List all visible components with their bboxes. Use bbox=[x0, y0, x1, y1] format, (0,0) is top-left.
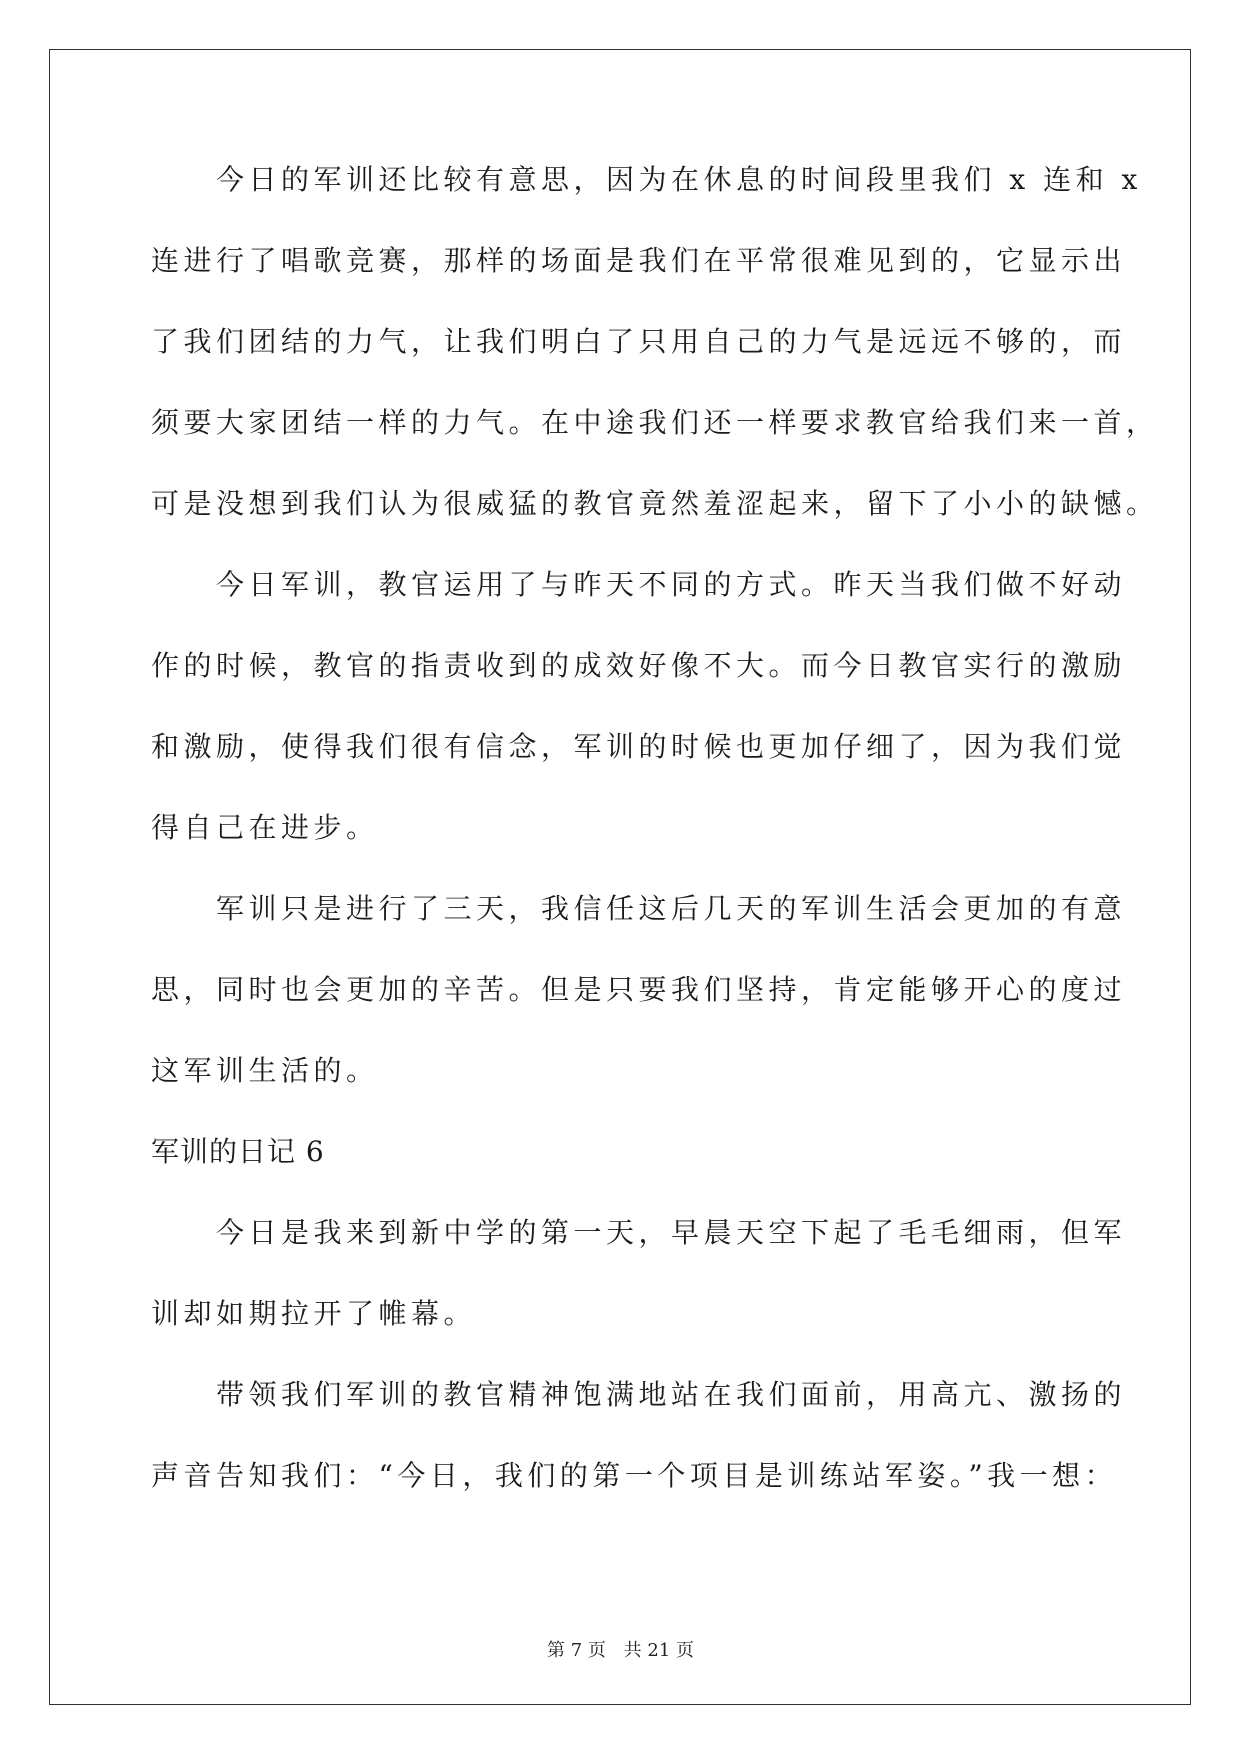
text-line: 作的时候，教官的指责收到的成效好像不大。而今日教官实行的激励 bbox=[151, 649, 1127, 682]
page-footer bbox=[0, 1636, 1241, 1662]
text-line: 了我们团结的力气，让我们明白了只用自己的力气是远远不够的，而 bbox=[151, 325, 1127, 358]
text-line: 声音告知我们：“今日，我们的第一个项目是训练站军姿。”我一想： bbox=[151, 1459, 1118, 1492]
text-line: 今日的军训还比较有意思，因为在休息的时间段里我们 x 连和 x bbox=[151, 163, 1142, 196]
text-line: 须要大家团结一样的力气。在中途我们还一样要求教官给我们来一首， bbox=[151, 406, 1159, 439]
text-line: 这军训生活的。 bbox=[151, 1054, 379, 1087]
page-number: 第 7 页 bbox=[547, 1640, 606, 1661]
total-pages: 共 21 页 bbox=[623, 1640, 694, 1661]
text-line: 连进行了唱歌竞赛，那样的场面是我们在平常很难见到的，它显示出 bbox=[151, 244, 1127, 277]
text-line: 带领我们军训的教官精神饱满地站在我们面前，用高亢、激扬的 bbox=[151, 1378, 1127, 1411]
text-line: 训却如期拉开了帷幕。 bbox=[151, 1297, 477, 1330]
text-line: 思，同时也会更加的辛苦。但是只要我们坚持，肯定能够开心的度过 bbox=[151, 973, 1127, 1006]
text-line: 可是没想到我们认为很威猛的教官竟然羞涩起来，留下了小小的缺憾。 bbox=[151, 487, 1159, 520]
text-line: 今日是我来到新中学的第一天，早晨天空下起了毛毛细雨，但军 bbox=[151, 1216, 1127, 1249]
document-body bbox=[151, 163, 1159, 1543]
text-line: 今日军训，教官运用了与昨天不同的方式。昨天当我们做不好动 bbox=[151, 568, 1127, 601]
text-line: 军训只是进行了三天，我信任这后几天的军训生活会更加的有意 bbox=[151, 892, 1127, 925]
text-line: 得自己在进步。 bbox=[151, 811, 379, 844]
text-line: 和激励，使得我们很有信念，军训的时候也更加仔细了，因为我们觉 bbox=[151, 730, 1127, 763]
section-heading: 军训的日记 6 bbox=[151, 1135, 325, 1168]
